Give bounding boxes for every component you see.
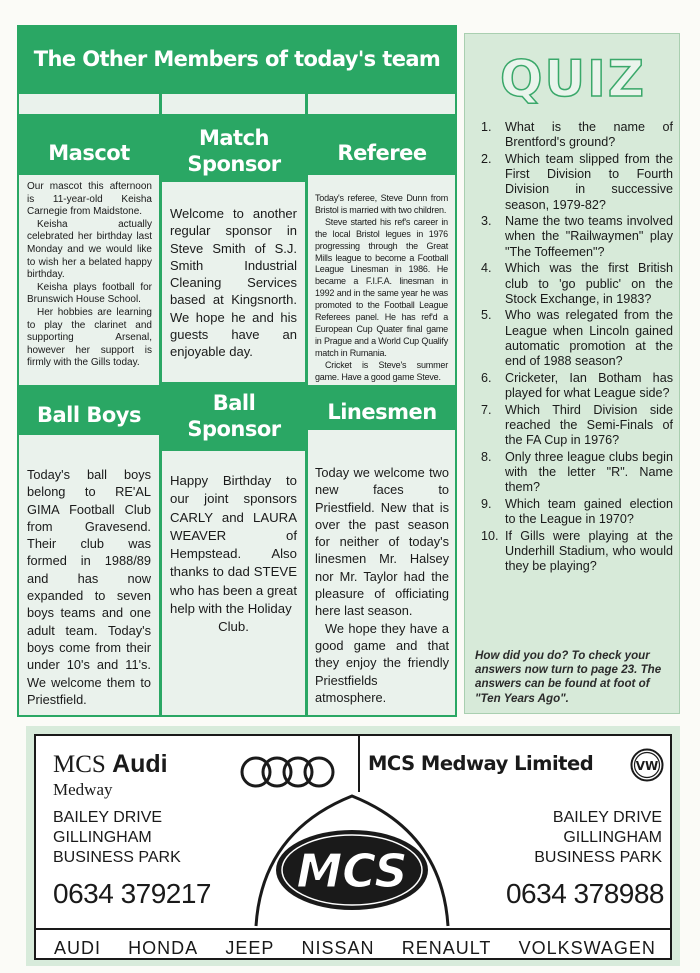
brand-honda: HONDA bbox=[128, 938, 199, 958]
match-sponsor-box bbox=[162, 182, 305, 382]
quiz-list bbox=[475, 120, 673, 576]
left-phone: 0634 379217 bbox=[53, 878, 212, 909]
quiz-question-text: What is the name of Brentford's ground? bbox=[505, 120, 673, 150]
mascot-heading: Mascot bbox=[48, 141, 130, 165]
referee-box bbox=[308, 175, 455, 385]
address-line: GILLINGHAM bbox=[53, 829, 152, 846]
brand-row bbox=[36, 938, 670, 959]
audi-dealer-mcs: MCS bbox=[53, 751, 106, 778]
quiz-question-number: 7. bbox=[481, 402, 492, 417]
quiz-question bbox=[475, 152, 673, 213]
right-phone: 0634 378988 bbox=[505, 878, 664, 909]
quiz-question bbox=[475, 371, 673, 401]
strip-middle bbox=[162, 94, 305, 114]
quiz-question-number: 1. bbox=[481, 120, 492, 134]
audi-rings-icon bbox=[238, 754, 338, 790]
linesmen-para: We hope they have a good game and that they enjoy the friendly Priestfields atmosphere. bbox=[315, 620, 449, 705]
quiz-question-text: Which team slipped from the First Division to Fourth Division in successive season, 1979-82? bbox=[505, 151, 673, 212]
address-line: BAILEY DRIVE bbox=[552, 809, 662, 826]
quiz-panel bbox=[464, 33, 680, 714]
mascot-para: Our mascot this afternoon is 11-year-old Keisha Carnegie from Maidstone. bbox=[27, 181, 152, 218]
quiz-question-number: 10. bbox=[481, 528, 499, 543]
quiz-question-text: If Gills were playing at the Underhill Stadium, who would they be playing? bbox=[505, 528, 673, 574]
ball-sponsor-heading-line2: Sponsor bbox=[187, 417, 281, 441]
ball-boys-heading: Ball Boys bbox=[36, 403, 141, 427]
quiz-question bbox=[475, 529, 673, 575]
quiz-question-text: Who was relegated from the League when Lincoln gained automatic promotion at the end of 1988 season? bbox=[505, 308, 673, 369]
referee-heading: Referee bbox=[337, 141, 427, 165]
quiz-question bbox=[475, 403, 673, 449]
strip-left bbox=[19, 94, 159, 114]
right-address bbox=[496, 808, 662, 868]
match-sponsor-heading-line2: Sponsor bbox=[187, 152, 281, 176]
audi-dealer-sub: Medway bbox=[53, 780, 113, 799]
quiz-question bbox=[475, 497, 673, 527]
mascot-para: Keisha actually celebrated her birthday last Monday and we would like to wish her a belated happy birthday. bbox=[27, 218, 152, 281]
address-line: GILLINGHAM bbox=[563, 829, 662, 846]
quiz-question-text: Name the two teams involved when the "Railwaymen" play "The Toffeemen"? bbox=[505, 214, 673, 259]
quiz-question bbox=[475, 214, 673, 260]
referee-para: Today's referee, Steve Dunn from Bristol is married with two children. bbox=[315, 193, 448, 215]
quiz-question-number: 4. bbox=[481, 261, 492, 276]
quiz-question bbox=[475, 120, 673, 150]
ball-sponsor-text-last: Club. bbox=[218, 619, 249, 635]
mcs-logo-text: MCS bbox=[296, 844, 408, 898]
strip-right bbox=[308, 94, 455, 114]
left-address bbox=[53, 808, 181, 868]
quiz-title: QUIZ bbox=[500, 50, 646, 108]
ball-sponsor-heading bbox=[161, 390, 307, 442]
mascot-para: Her hobbies are learning to play the clarinet and supporting Arsenal, however her support is firmly with the Gills today. bbox=[27, 306, 152, 369]
medway-dealer-name: MCS Medway Limited bbox=[368, 752, 594, 775]
mascot-para: Keisha plays football for Brunswich House School. bbox=[27, 281, 152, 306]
advert-panel bbox=[26, 726, 680, 966]
advert-bottom-rule bbox=[36, 928, 670, 930]
team-panel bbox=[17, 25, 457, 717]
linesmen-box bbox=[308, 430, 455, 715]
audi-dealer-audi: Audi bbox=[112, 750, 168, 778]
brand-renault: RENAULT bbox=[401, 938, 492, 958]
brand-audi: AUDI bbox=[54, 938, 102, 958]
mcs-logo-icon bbox=[252, 792, 452, 928]
team-panel-title: The Other Members of today's team bbox=[33, 47, 441, 71]
address-line: BAILEY DRIVE bbox=[53, 809, 163, 826]
quiz-question-number: 9. bbox=[481, 496, 492, 511]
ball-boys-box bbox=[19, 435, 159, 715]
vw-logo-icon bbox=[630, 748, 664, 782]
quiz-question-text: Cricketer, Ian Botham has played for what League side? bbox=[505, 370, 673, 400]
quiz-question bbox=[475, 308, 673, 369]
quiz-question-text: Which was the first British club to 'go public' on the Stock Exchange, in 1983? bbox=[505, 261, 673, 306]
quiz-question bbox=[475, 261, 673, 307]
address-line: BUSINESS PARK bbox=[534, 849, 662, 866]
match-sponsor-heading bbox=[161, 125, 307, 177]
match-sponsor-heading-line1: Match bbox=[198, 126, 269, 150]
referee-para: Cricket is Steve's summer game. Have a good game Steve. bbox=[315, 359, 448, 382]
brand-nissan: NISSAN bbox=[301, 938, 375, 958]
address-line: BUSINESS PARK bbox=[53, 849, 181, 866]
match-sponsor-text: Welcome to another regular sponsor in Steve Smith of S.J. Smith Industrial Cleaning Services based at Kingsnorth. We hope he and his guests have an enjoyable day. bbox=[170, 206, 297, 360]
ball-sponsor-text: Happy Birthday to our joint sponsors CARLY and LAURA WEAVER of Hempstead. Also thanks to dad STEVE who has been a great help with the Holiday bbox=[170, 473, 297, 617]
quiz-question-number: 5. bbox=[481, 308, 492, 323]
mascot-box bbox=[19, 175, 159, 385]
quiz-question bbox=[475, 450, 673, 496]
vw-logo-text: VW bbox=[635, 759, 659, 773]
referee-para: Steve started his ref's career in the local Bristol legues in 1976 progressing through the Great Mills league to become a Football League Linesman in 1986. He became a F.I.F.A. linesman in 1992 and in the same year he was promoted to the Football League Referees panel. He has ref'd a European Cup Quater final game in Prague and a World Cup Qualify match in Rumania. bbox=[315, 216, 448, 358]
brand-volkswagen: VOLKSWAGEN bbox=[518, 938, 656, 958]
quiz-footer: How did you do? To check your answers now turn to page 23. The answers can be found at foot of "Ten Years Ago". bbox=[475, 649, 662, 705]
advert-box bbox=[34, 734, 672, 960]
quiz-question-number: 6. bbox=[481, 370, 492, 385]
quiz-question-text: Only three league clubs begin with the letter "R". Name them? bbox=[505, 449, 673, 495]
advert-divider bbox=[358, 736, 360, 792]
quiz-question-number: 8. bbox=[481, 449, 492, 464]
audi-dealer-name bbox=[53, 750, 168, 779]
ball-sponsor-heading-line1: Ball bbox=[212, 391, 256, 415]
quiz-question-text: Which team gained election to the League in 1970? bbox=[505, 496, 673, 527]
linesmen-para: Today we welcome two new faces to Priestfield. New that is over the past season for neither of today's linesmen Mr. Halsey nor Mr. Taylor had the pleasure of officiating here last season. bbox=[315, 465, 449, 619]
brand-jeep: JEEP bbox=[225, 938, 275, 958]
quiz-question-number: 2. bbox=[481, 151, 492, 166]
ball-boys-text: Today's ball boys belong to RE'AL GIMA Football Club from Gravesend. Their club was formed in 1988/89 and has now expanded to seven boys teams and one adult team. Today's boys come from their under 10's and 11's. We welcome them to Priestfield. bbox=[27, 467, 151, 707]
ball-sponsor-box bbox=[162, 451, 305, 715]
quiz-question-text: Which Third Division side reached the Semi-Finals of the FA Cup in 1976? bbox=[505, 402, 673, 448]
linesmen-heading: Linesmen bbox=[327, 400, 437, 424]
quiz-question-number: 3. bbox=[481, 214, 492, 229]
